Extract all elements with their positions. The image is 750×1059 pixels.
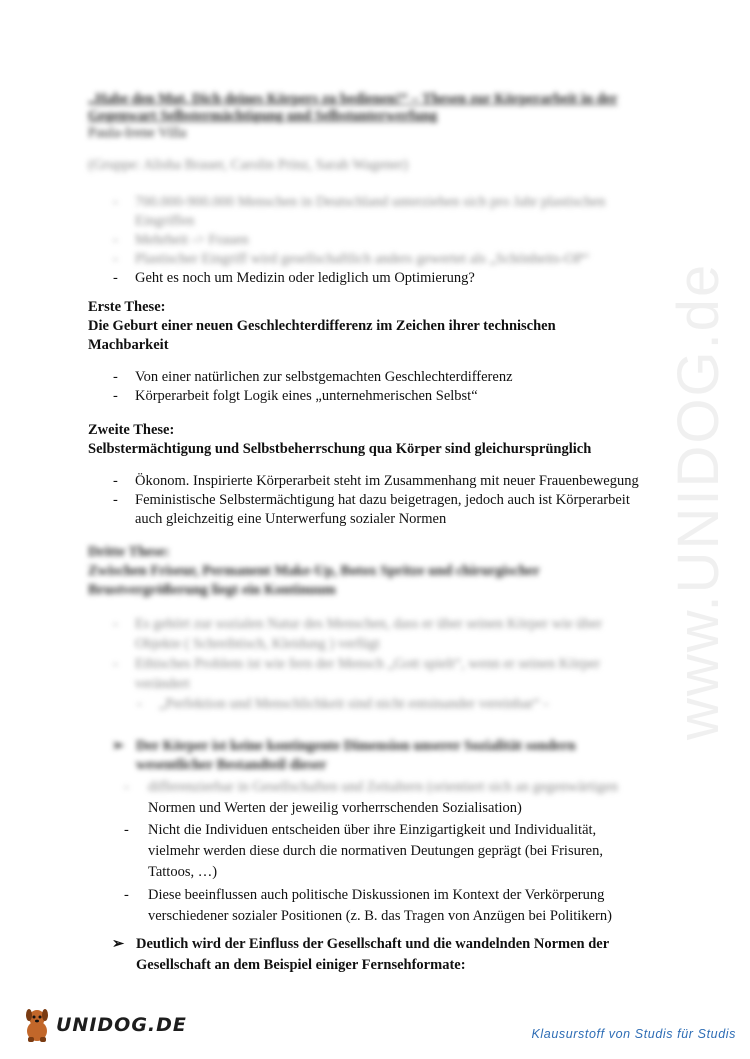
dash-bullet: - [113,492,118,508]
list-item: - Nicht die Individuen entscheiden über ihre Einzigartigkeit und Individualität, vielmehr werden diese durch die normativen Deutungen geprägt (bei Frisuren, Tattoos, …) [124,822,603,880]
dash-bullet: - [137,696,142,712]
list-item: - 700.000-900.000 Menschen in Deutschland unterziehen sich pro Jahr plastischen Eingriffen [113,194,606,229]
list-item: - Geht es noch um Medizin oder lediglich um Optimierung? [113,270,475,286]
dash-bullet: - [113,232,118,248]
dash-bullet: - [113,616,118,632]
thesis-2-list [113,472,693,529]
point-1 [112,737,692,927]
point-1-list [112,777,692,927]
thesis-3-title-line-1: Zwischen Friseur, Permanent Make-Up, Botox Spritze und chirurgischer [88,563,540,579]
dash-bullet: - [113,388,118,404]
dash-bullet: - [113,473,118,489]
list-item: - Feministische Selbstermächtigung hat dazu beigetragen, jedoch auch ist Körperarbeit auch gleichzeitig eine Unterwerfung sozialer Normen [113,492,630,527]
thesis-3-heading [88,543,540,600]
unidog-logo[interactable] [22,1005,187,1045]
dash-bullet: - [113,194,118,210]
dash-bullet: - [113,656,118,672]
thesis-2-title: Selbstermächtigung und Selbstbeherrschung qua Körper sind gleichursprünglich [88,441,592,457]
dash-bullet: - [124,822,129,838]
thesis-3-list [113,614,673,714]
thesis-1-label: Erste These: [88,299,166,315]
list-item: - Diese beeinflussen auch politische Diskussionen im Kontext der Verkörperung verschiedener sozialer Positionen (z. B. das Tragen von Anzügen bei Politikern) [124,887,612,924]
document-header [88,91,618,142]
dash-bullet: - [113,251,118,267]
intro-list [113,193,673,288]
thesis-1-list [113,368,673,406]
list-item: - Von einer natürlichen zur selbstgemachten Geschlechterdifferenz [113,369,513,385]
group-members: (Gruppe: Alisha Brauer, Carolin Prinz, Sarah Wagener) [88,157,409,173]
thesis-3-title-line-2: Brustvergrößerung liegt ein Kontinuum [88,582,336,598]
dash-bullet: - [113,270,118,286]
list-item: - Mehrheit -> Frauen [113,232,249,248]
list-item: - Körperarbeit folgt Logik eines „unternehmerischen Selbst“ [113,388,478,404]
list-item: - „Perfektion und Menschlichkeit sind nicht entsinander vereinbar“ - [137,696,549,712]
document-title-line-2: Gegenwart Selbstermächtigung und Selbstunterwerfung [88,108,438,124]
document-title-line-1: „Habe den Mut, Dich deines Körpers zu bedienen!“ – Thesen zur Körperarbeit in der [88,91,618,107]
arrow-bullet-icon: ➢ [112,936,125,952]
thesis-2-heading [88,421,591,459]
list-item: - Ethisches Problem ist wie fern der Mensch „Gott spielt“, wenn er seinen Körper verändert [113,656,601,692]
dash-bullet: - [124,887,129,903]
thesis-1-title-line-1: Die Geburt einer neuen Geschlechterdifferenz im Zeichen ihrer technischen [88,318,556,334]
thesis-1-heading [88,298,556,355]
logo-text: UNIDOG.DE [56,1014,187,1036]
thesis-3-label: Dritte These: [88,544,170,560]
point-1-heading: ➢ Der Körper ist keine kontingente Dimension unserer Sozialität sondern wesentlicher Bestandteil dieser [112,738,576,773]
dash-bullet: - [124,779,129,795]
list-item: - Es gehört zur sozialen Natur des Menschen, dass er über seinen Körper wie über Objekte ( Schreibtisch, Kleidung ) verfügt [113,616,603,652]
point-2-heading: ➢ Deutlich wird der Einfluss der Gesellschaft und die wandelnden Normen der Gesellschaft an dem Beispiel einiger Fernsehformate: [112,936,610,973]
thesis-1-title-line-2: Machbarkeit [88,337,169,353]
footer-tagline: Klausurstoff von Studis für Studis [531,1027,736,1041]
dash-bullet: - [113,369,118,385]
list-item: - Plastischer Eingriff wird gesellschaftlich anders gewertet als „Schönheits-OP“ [113,251,590,267]
arrow-bullet-icon: ➢ [112,738,125,754]
list-item: - differenzierbar in Gesellschaften und Zeitaltern (orientiert sich an gegenwärtigen Normen und Werten der jeweilig vorherrschenden Sozialisation) [124,779,618,816]
thesis-2-label: Zweite These: [88,422,175,438]
watermark: www.UNIDOG.de [666,262,731,740]
dog-mascot-icon [22,1007,52,1043]
document-author: Paula-Irene Villa [88,125,187,141]
list-item: - Ökonom. Inspirierte Körperarbeit steht im Zusammenhang mit neuer Frauenbewegung [113,473,639,489]
